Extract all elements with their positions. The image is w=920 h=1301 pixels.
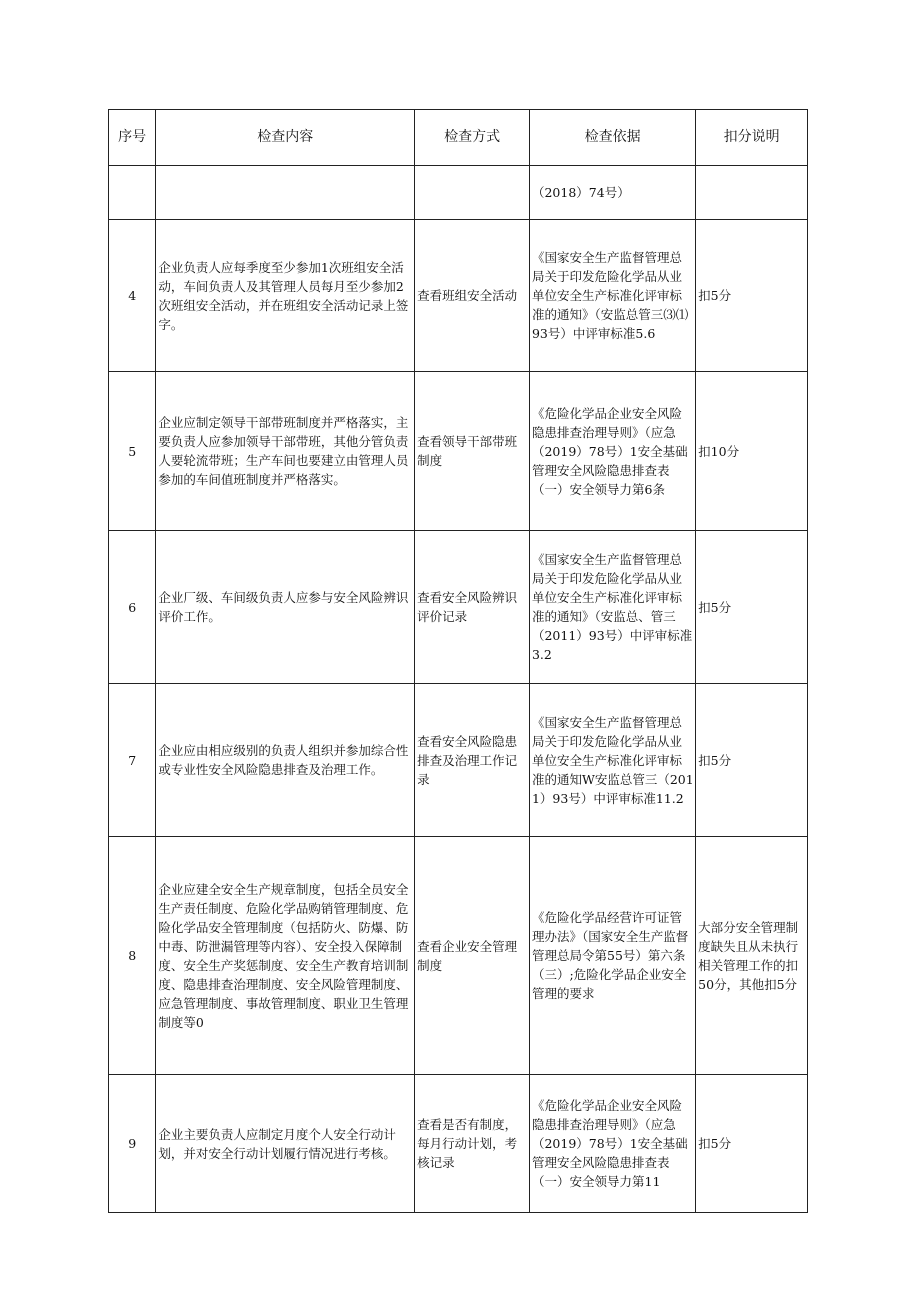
cell-content <box>156 684 415 837</box>
cell-deduct <box>696 837 808 1075</box>
table-row <box>109 220 808 372</box>
deduct-text: 扣5分 <box>698 1136 732 1151</box>
cell-no: 6 <box>109 531 156 684</box>
cell-basis <box>529 1075 695 1213</box>
cell-basis <box>529 220 695 372</box>
cell-deduct <box>696 166 808 220</box>
header-deduct: 扣分说明 <box>696 110 808 166</box>
header-no: 序号 <box>109 110 156 166</box>
cell-no: 9 <box>109 1075 156 1213</box>
cell-content <box>156 837 415 1075</box>
method-text: 查看班组安全活动 <box>417 288 518 303</box>
cell-deduct <box>696 372 808 531</box>
content-text: 企业应制定领导干部带班制度并严格落实，主要负责人应参加领导干部带班，其他分管负责人要轮流带班；生产车间也要建立由管理人员参加的车间值班制度并严格落实。 <box>158 415 409 487</box>
cell-deduct <box>696 1075 808 1213</box>
cell-basis <box>529 684 695 837</box>
cell-method <box>415 1075 530 1213</box>
cell-no: 5 <box>109 372 156 531</box>
deduct-text: 大部分安全管理制度缺失且从未执行相关管理工作的扣50分，其他扣5分 <box>698 919 799 992</box>
cell-content <box>156 166 415 220</box>
table-row <box>109 372 808 531</box>
cell-method <box>415 684 530 837</box>
table-row <box>109 684 808 837</box>
cell-basis <box>529 531 695 684</box>
deduct-text: 扣5分 <box>698 599 732 615</box>
content-text: 企业厂级、车间级负责人应参与安全风险辨识评价工作。 <box>158 590 409 624</box>
table-row <box>109 837 808 1075</box>
cell-content <box>156 531 415 684</box>
header-content: 检查内容 <box>156 110 415 166</box>
cell-content <box>156 1075 415 1213</box>
cell-content <box>156 220 415 372</box>
method-text: 查看是否有制度，每月行动计划，考核记录 <box>417 1117 518 1170</box>
method-text: 查看企业安全管理制度 <box>417 938 518 973</box>
table-header-row <box>109 110 808 166</box>
content-text: 企业主要负责人应制定月度个人安全行动计划，并对安全行动计划履行情况进行考核。 <box>158 1126 396 1161</box>
basis-text: 《危险化学品企业安全风险隐患排查治理导则》（应急（2019）78号）1安全基础管理安全风险隐患排查表（一）安全领导力第6条 <box>531 405 688 497</box>
method-text: 查看安全风险隐患排查及治理工作记录 <box>417 733 518 787</box>
cell-method <box>415 220 530 372</box>
deduct-text: 扣5分 <box>698 288 732 303</box>
method-text: 查看安全风险辨识评价记录 <box>417 590 518 624</box>
cell-deduct <box>696 531 808 684</box>
content-text: 企业应建全安全生产规章制度，包括全员安全生产责任制度、危险化学品购销管理制度、危险化学品安全管理制度（包括防火、防爆、防中毒、防泄漏管理等内容）、安全投入保障制度、安全生产奖惩制度、安全生产教育培训制度、隐患排查治理制度、安全风险管理制度、应急管理制度、事故管理制度、职业卫生管理制度等0 <box>158 881 409 1030</box>
basis-text: 《危险化学品经营许可证管理办法》（国家安全生产监督管理总局令第55号）第六条（三）;危险化学品企业安全管理的要求 <box>531 910 689 1001</box>
table-row-continuation <box>109 166 808 220</box>
cell-no: 8 <box>109 837 156 1075</box>
cell-deduct <box>696 220 808 372</box>
content-text: 企业负责人应每季度至少参加1次班组安全活动，车间负责人及其管理人员每月至少参加2次班组安全活动，并在班组安全活动记录上签字。 <box>158 259 409 332</box>
basis-text: 《国家安全生产监督管理总局关于印发危险化学品从业单位安全生产标准化评审标准的通知》（安监总管三⑶⑴93号）中评审标准5.6 <box>531 250 689 341</box>
inspection-table <box>108 109 808 1213</box>
cell-deduct <box>696 684 808 837</box>
cell-basis <box>529 166 695 220</box>
method-text: 查看领导干部带班制度 <box>417 434 518 468</box>
basis-text: 《国家安全生产监督管理总局关于印发危险化学品从业单位安全生产标准化评审标准的通知W安监总管三（2011）93号）中评审标准11.2 <box>531 714 694 806</box>
cell-basis <box>529 837 695 1075</box>
cell-no: 4 <box>109 220 156 372</box>
header-basis: 检查依据 <box>529 110 695 166</box>
cell-no <box>109 166 156 220</box>
basis-text: 《危险化学品企业安全风险隐患排查治理导则》（应急（2019）78号）1安全基础管理安全风险隐患排查表（一）安全领导力第11 <box>531 1098 688 1189</box>
cell-method <box>415 372 530 531</box>
deduct-text: 扣5分 <box>698 752 732 768</box>
cell-content <box>156 372 415 531</box>
cell-method <box>415 166 530 220</box>
basis-text: 《国家安全生产监督管理总局关于印发危险化学品从业单位安全生产标准化评审标准的通知》（安监总、管三（2011）93号）中评审标准3.2 <box>531 552 693 662</box>
basis-text: （2018）74号） <box>531 185 630 200</box>
cell-basis <box>529 372 695 531</box>
deduct-text: 扣10分 <box>698 443 740 459</box>
content-text: 企业应由相应级别的负责人组织并参加综合性或专业性安全风险隐患排查及治理工作。 <box>158 743 409 777</box>
cell-method <box>415 837 530 1075</box>
cell-no: 7 <box>109 684 156 837</box>
table-row <box>109 531 808 684</box>
table-row <box>109 1075 808 1213</box>
header-method: 检查方式 <box>415 110 530 166</box>
cell-method <box>415 531 530 684</box>
